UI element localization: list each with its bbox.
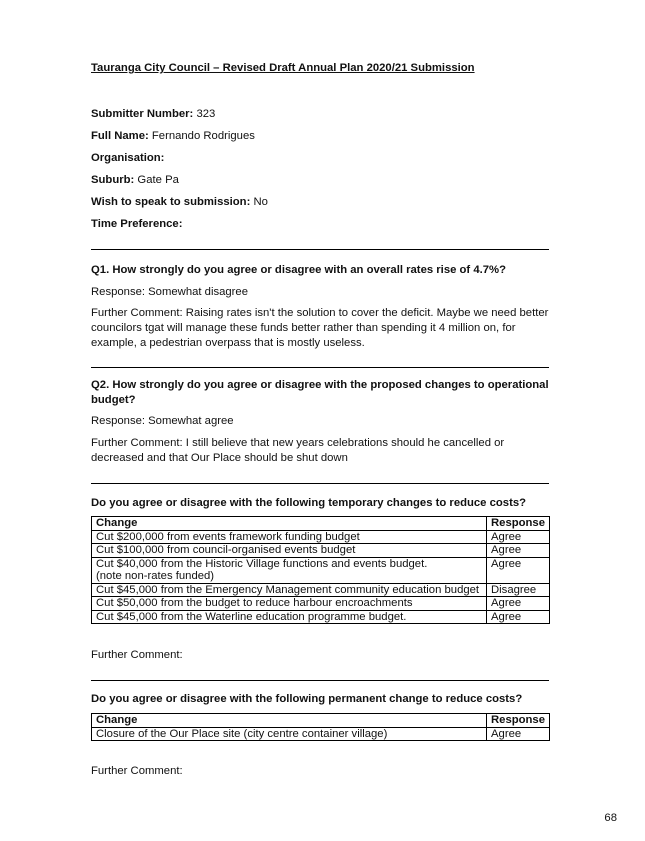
q1-comment: Further Comment: Raising rates isn't the solution to cover the deficit. Maybe we need better councilors tgat will manage these funds better rather than spending it 4 million on, for example, a pedestrian overpass that is mostly useless. [91, 307, 549, 349]
change-cell: Closure of the Our Place site (city centre container village) [92, 727, 487, 741]
table-row [92, 544, 550, 558]
organisation-field [91, 152, 164, 164]
permanent-change-table [91, 713, 550, 741]
response-cell: Agree [487, 544, 550, 558]
response-cell: Agree [487, 727, 550, 741]
table-row [92, 727, 550, 741]
response-cell: Agree [487, 597, 550, 611]
change-column-header: Change [92, 714, 487, 728]
q2-question: Q2. How strongly do you agree or disagree with the proposed changes to operational budget? [91, 379, 549, 406]
suburb-label: Suburb: [91, 174, 135, 186]
response-cell: Disagree [487, 583, 550, 597]
response-column-header: Response [487, 714, 550, 728]
temporary-changes-comment: Further Comment: [91, 649, 183, 661]
table-row [92, 530, 550, 544]
suburb-field [91, 174, 179, 186]
q1-question: Q1. How strongly do you agree or disagree with an overall rates rise of 4.7%? [91, 264, 506, 276]
table-row [92, 610, 550, 624]
time-preference-label: Time Preference: [91, 218, 183, 230]
q1-response: Response: Somewhat disagree [91, 286, 248, 298]
q2-response: Response: Somewhat agree [91, 415, 234, 427]
temporary-changes-question: Do you agree or disagree with the following temporary changes to reduce costs? [91, 497, 527, 509]
q2-comment: Further Comment: I still believe that new years celebrations should he cancelled or decreased and that Our Place should be shut down [91, 437, 505, 464]
change-cell: Cut $100,000 from council-organised events budget [92, 544, 487, 558]
permanent-change-question: Do you agree or disagree with the following permanent change to reduce costs? [91, 693, 523, 705]
change-note: (note non-rates funded) [96, 570, 215, 582]
change-cell: Cut $45,000 from the Emergency Management community education budget [92, 583, 487, 597]
full-name-field [91, 130, 255, 142]
change-cell: Cut $200,000 from events framework funding budget [92, 530, 487, 544]
wish-to-speak-label: Wish to speak to submission: [91, 196, 251, 208]
temporary-changes-table [91, 516, 550, 624]
full-name-value: Fernando Rodrigues [148, 130, 255, 142]
table-row [92, 583, 550, 597]
change-text: Cut $40,000 from the Historic Village functions and events budget. [96, 557, 428, 570]
document-title: Tauranga City Council – Revised Draft Annual Plan 2020/21 Submission [91, 62, 475, 74]
suburb-value: Gate Pa [134, 174, 179, 186]
submitter-number-label: Submitter Number: [91, 108, 194, 120]
table-header-row [92, 714, 550, 728]
table-row [92, 597, 550, 611]
response-cell: Agree [487, 530, 550, 544]
response-cell: Agree [487, 557, 550, 583]
response-cell: Agree [487, 610, 550, 624]
submitter-number-field [91, 108, 215, 120]
divider [91, 249, 549, 250]
response-column-header: Response [487, 517, 550, 531]
time-preference-field [91, 218, 182, 230]
submitter-number-value: 323 [193, 108, 216, 120]
full-name-label: Full Name: [91, 130, 149, 142]
page-number: 68 [604, 812, 617, 824]
wish-to-speak-value: No [250, 196, 268, 208]
divider [91, 483, 549, 484]
permanent-change-comment: Further Comment: [91, 765, 183, 777]
divider [91, 367, 549, 368]
table-header-row [92, 517, 550, 531]
table-row [92, 557, 550, 583]
change-cell: Cut $50,000 from the budget to reduce harbour encroachments [92, 597, 487, 611]
wish-to-speak-field [91, 196, 268, 208]
change-cell [92, 557, 487, 583]
change-column-header: Change [92, 517, 487, 531]
divider [91, 680, 549, 681]
organisation-label: Organisation: [91, 152, 165, 164]
change-cell: Cut $45,000 from the Waterline education programme budget. [92, 610, 487, 624]
